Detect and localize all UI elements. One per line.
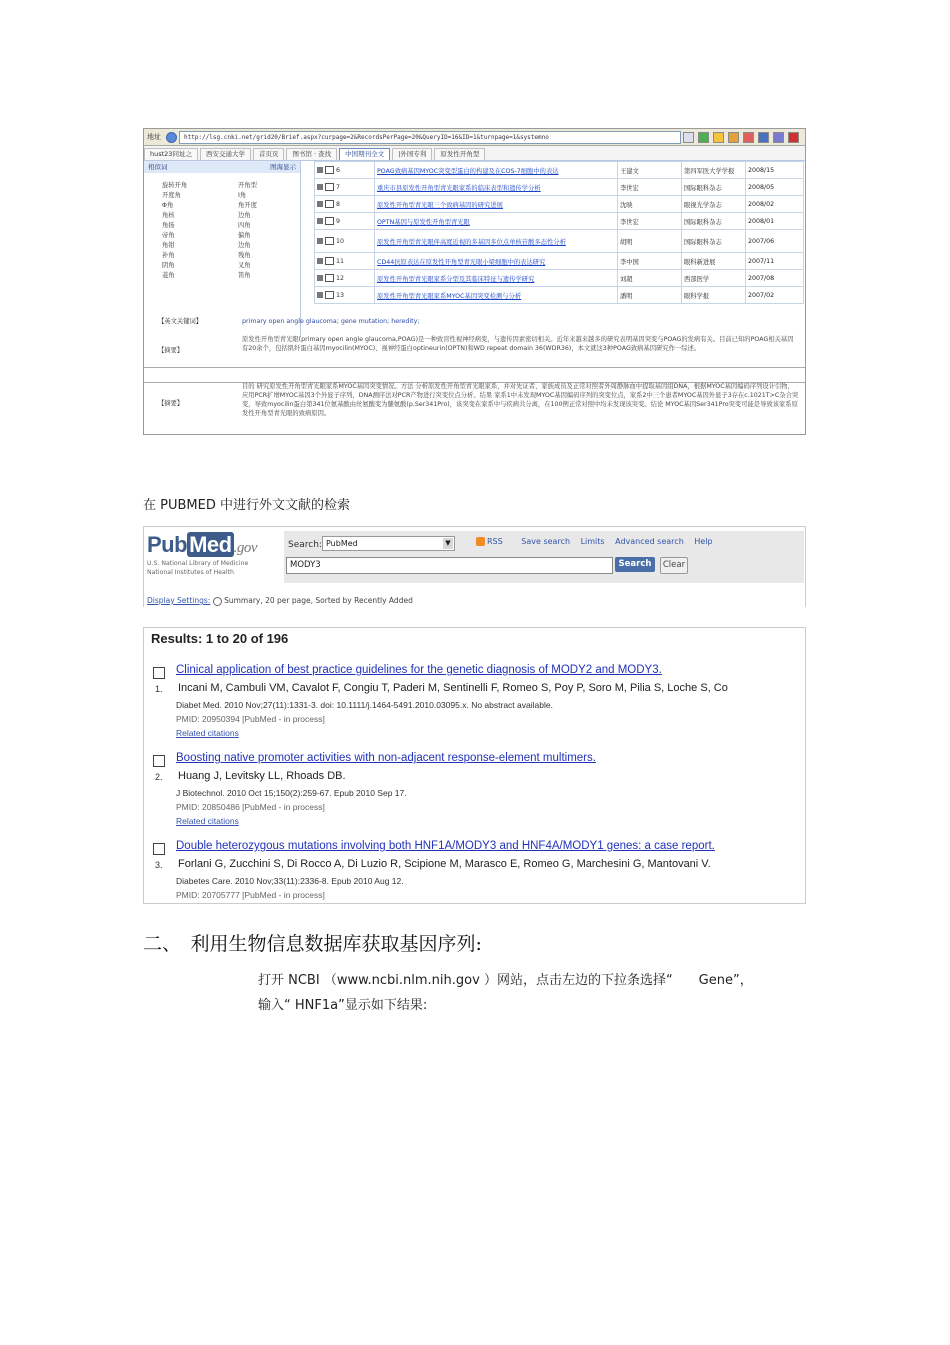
download-icon[interactable] (317, 218, 323, 224)
similar-word[interactable]: I角 (238, 192, 247, 199)
similar-word[interactable]: 偏角 (238, 232, 251, 239)
abstract-text: 原发性开角型青光眼(primary open angle glaucoma,POAG)是一种致盲性视神经病变，与遗传因素密切相关。近年来越来越多的研究表明基因突变与POAG的发病有关。目前已知的POAG相关基因有20余个，包括肌纤蛋白基因myocilin(MYOC)、视神经蛋白optineurin(OPTN)和WD repeat domain 36(WDR36)，本文就这3种POAG致病基因研究作一综述。 (242, 336, 794, 352)
search-button[interactable]: Search (615, 557, 655, 572)
result-row (315, 179, 804, 196)
similar-words-panel (144, 161, 301, 337)
toolbar-icon[interactable] (713, 132, 724, 143)
row-checkbox[interactable] (325, 183, 334, 191)
logo-gov: .gov (233, 540, 257, 556)
search-input[interactable]: MODY3 (286, 557, 613, 574)
download-icon[interactable] (317, 184, 323, 190)
result-journal[interactable]: 国际眼科杂志 (681, 230, 745, 253)
row-number: 7 (336, 184, 341, 191)
display-settings-link[interactable]: Display Settings: (147, 596, 211, 605)
en-keywords-label: 【英文关键词】 (158, 318, 203, 325)
row-checkbox[interactable] (325, 274, 334, 282)
result-row (315, 270, 804, 287)
result-date: 2007/08 (746, 270, 804, 287)
download-icon[interactable] (317, 201, 323, 207)
result-row (315, 213, 804, 230)
toolbar-icon[interactable] (743, 132, 754, 143)
result-journal[interactable]: 国际眼科杂志 (681, 213, 745, 230)
result-date: 2007/02 (746, 287, 804, 304)
result-title[interactable]: OPTN基因与原发性开角型青光眼 (374, 213, 617, 230)
tab[interactable]: hust23同址之 (144, 148, 198, 160)
result-number: 1. (155, 684, 163, 694)
save-search-link[interactable]: Save search (521, 537, 571, 546)
search-area (284, 531, 804, 583)
result-journal[interactable]: 西部医学 (681, 270, 745, 287)
similar-word[interactable]: Φ角 (162, 202, 174, 209)
row-controls (315, 179, 375, 196)
row-controls (315, 270, 375, 287)
toolbar-icon[interactable] (728, 132, 739, 143)
results-table (314, 161, 804, 304)
similar-word[interactable]: 角核 (162, 212, 175, 219)
header-left: 相似词 (148, 163, 168, 171)
download-icon[interactable] (317, 258, 323, 264)
limits-link[interactable]: Limits (580, 537, 605, 546)
result-authors: Forlani G, Zucchini S, Di Rocco A, Di Luzio R, Scipione M, Marasco E, Romeo G, Marchesini G, Mantovani V. (178, 858, 711, 870)
result-author[interactable]: 潘明 (617, 287, 681, 304)
related-citations-link[interactable]: Related citations (176, 816, 239, 826)
result-row (315, 253, 804, 270)
row-controls (315, 230, 375, 253)
row-controls (315, 253, 375, 270)
similar-word[interactable]: 四角 (238, 222, 251, 229)
similar-word[interactable]: 开度角 (162, 192, 181, 199)
rss-link[interactable] (476, 537, 511, 546)
advanced-search-link[interactable]: Advanced search (615, 537, 684, 546)
result-journal[interactable]: 第四军医大学学报 (681, 162, 745, 179)
clear-button[interactable]: Clear (660, 557, 688, 574)
result-row (315, 196, 804, 213)
result-author[interactable]: 刘超 (617, 270, 681, 287)
result-date: 2007/06 (746, 230, 804, 253)
tab-active[interactable]: 中国期刊全文 (339, 148, 390, 160)
tab[interactable]: 原发性开角型 (434, 148, 485, 160)
result-number: 2. (155, 772, 163, 782)
row-number: 12 (336, 275, 345, 282)
similar-word[interactable]: 角钳 (162, 242, 175, 249)
expand-icon[interactable] (213, 597, 222, 606)
similar-word[interactable]: 边角 (238, 212, 251, 219)
result-date: 2007/11 (746, 253, 804, 270)
result-item (144, 804, 805, 900)
pubmed-logo[interactable] (147, 532, 257, 558)
result-journal[interactable]: 眼科学报 (681, 287, 745, 304)
result-title[interactable]: 原发性开角型青光眼伴高度近视的多基因多位点单核苷酸多态性分析 (374, 230, 617, 253)
result-author[interactable]: 李中国 (617, 253, 681, 270)
tab[interactable]: |外国专利 (392, 148, 432, 160)
address-input[interactable]: http://lsg.cnki.net/grid20/Brief.aspx?curpage=2&RecordsPerPage=20&QueryID=16&ID=1&turnpage=1&systemno (179, 131, 681, 144)
result-date: 2008/01 (746, 213, 804, 230)
result-title[interactable]: 原发性开角型青光眼三个致病基因的研究进展 (374, 196, 617, 213)
download-icon[interactable] (317, 292, 323, 298)
result-journal[interactable]: 眼视光学杂志 (681, 196, 745, 213)
tab[interactable]: 首页页 (253, 148, 285, 160)
similar-word[interactable]: 叉角 (238, 262, 251, 269)
display-settings-text: Summary, 20 per page, Sorted by Recently Added (224, 596, 413, 605)
tab[interactable]: 图书馆 · 查找 (286, 148, 337, 160)
similar-word[interactable]: 帝角 (162, 232, 175, 239)
result-title[interactable]: 重庆市县原发性开角型青光眼家系的临床表型和遗传学分析 (374, 179, 617, 196)
paragraph-line: 输入“ HNF1a”显示如下结果: (258, 998, 428, 1013)
chevron-down-icon: ▼ (443, 538, 453, 549)
result-checkbox[interactable] (153, 667, 165, 679)
result-authors: Huang J, Levitsky LL, Rhoads DB. (178, 770, 346, 782)
result-item (144, 628, 805, 738)
result-title[interactable]: CD44抗原表达在原发性开角型青光眼小梁细胞中的表达研究 (374, 253, 617, 270)
related-citations-link[interactable]: Related citations (176, 728, 239, 738)
result-row (315, 162, 804, 179)
row-controls (315, 196, 375, 213)
result-date: 2008/05 (746, 179, 804, 196)
result-title[interactable]: 原发性开角型青光眼家系MYOC基因突变检测与分析 (374, 287, 617, 304)
results-count: Results: 1 to 20 of 196 (151, 631, 289, 646)
row-number: 6 (336, 167, 341, 174)
similar-word[interactable]: 阴角 (162, 262, 175, 269)
header-right[interactable]: 图海显示 (270, 163, 296, 171)
row-checkbox[interactable] (325, 291, 334, 299)
toolbar-icon[interactable] (758, 132, 769, 143)
row-number: 13 (336, 292, 345, 299)
result-pmid: PMID: 20950394 [PubMed - in process] (176, 714, 325, 724)
result-author[interactable]: 李世宏 (617, 213, 681, 230)
logo-med: Med (189, 532, 232, 557)
row-checkbox[interactable] (325, 200, 334, 208)
result-pmid: PMID: 20705777 [PubMed - in process] (176, 890, 325, 900)
result-date: 2008/15 (746, 162, 804, 179)
pubmed-header-screenshot (143, 526, 806, 607)
result-author[interactable]: 王建文 (617, 162, 681, 179)
result-row (315, 287, 804, 304)
similar-word[interactable]: 旋转开角 (162, 182, 188, 189)
logo-pub: Pub (147, 532, 188, 557)
similar-word[interactable]: 补角 (162, 252, 175, 259)
browser-tabs (144, 146, 805, 161)
nlm-text: U.S. National Library of Medicine (147, 560, 249, 567)
abstract-label: 【摘要】 (158, 347, 184, 354)
row-checkbox[interactable] (325, 166, 334, 174)
result-title[interactable]: 原发性开角型青光眼家系分型及其临床特征与遗传学研究 (374, 270, 617, 287)
similar-word[interactable]: 菱角 (162, 272, 175, 279)
row-number: 8 (336, 201, 341, 208)
database-select[interactable] (322, 536, 455, 551)
result-pmid: PMID: 20850486 [PubMed - in process] (176, 802, 325, 812)
tab[interactable]: 西安交通大学 (200, 148, 251, 160)
row-controls (315, 287, 375, 304)
result-author[interactable]: 胡明 (617, 230, 681, 253)
similar-word[interactable]: 角扬 (162, 222, 175, 229)
download-icon[interactable] (317, 238, 323, 244)
row-controls (315, 162, 375, 179)
result-title-link[interactable]: Clinical application of best practice guidelines for the genetic diagnosis of MODY2 and MODY3. (176, 664, 662, 676)
result-author[interactable]: 沈映 (617, 196, 681, 213)
row-number: 10 (336, 238, 345, 245)
pubmed-intro: 在 PUBMED 中进行外文文献的检索 (143, 498, 350, 513)
similar-word[interactable]: 笛角 (238, 272, 251, 279)
database-select-value: PubMed (326, 539, 358, 548)
result-journal[interactable]: 国际眼科杂志 (681, 179, 745, 196)
pubmed-results-screenshot (143, 627, 806, 904)
row-number: 9 (336, 218, 341, 225)
result-source: Diabetes Care. 2010 Nov;33(11):2336-8. Epub 2010 Aug 12. (176, 876, 404, 886)
pubmed-links (476, 537, 721, 546)
similar-word[interactable]: 角开度 (238, 202, 257, 209)
row-controls (315, 213, 375, 230)
row-number: 11 (336, 258, 345, 265)
result-checkbox[interactable] (153, 755, 165, 767)
result-checkbox[interactable] (153, 843, 165, 855)
result-author[interactable]: 李世宏 (617, 179, 681, 196)
cnki-screenshot (143, 128, 806, 435)
result-item (144, 716, 805, 826)
download-icon[interactable] (317, 275, 323, 281)
abstract-text: 目的 研究原发性开角型青光眼家系MYOC基因突变情况。方法 分析原发性开角型青光眼家系，并对先证者、家族成员及正常对照者外周静脉血中提取基因组DNA，根据MYOC基因编码序列设计引物，应用PCR扩增MYOC基因3个外显子序列，DNA测序法对PCR产物进行突变位点分析。结果 家系1中未发现MYOC基因编码序列的突变位点，家系2中三个患者MYOC基因外显子3存在c.1021T>C杂合突变，导致myocilin蛋白第341位氨基酸由丝氨酸变为脯氨酸(p.Ser341Pro)，该突变在家系中与疾病共分离，在100例正常对照中均未发现该突变。结论 MYOC基因Ser341Pro突变可能是导致该家系原发性开角型青光眼的致病原因。 (242, 383, 799, 417)
nih-text: National Institutes of Health (147, 569, 234, 576)
paragraph-line: 打开 NCBI （www.ncbi.nlm.nih.gov ）网站，点击左边的下拉条选择“ Gene”， (258, 973, 753, 988)
result-title-link[interactable]: Boosting native promoter activities with non-adjacent response-element multimers. (176, 752, 596, 764)
abstract-label: 【摘要】 (158, 400, 184, 407)
rss-icon (476, 537, 485, 546)
row-checkbox[interactable] (325, 237, 334, 245)
result-authors: Incani M, Cambuli VM, Cavalot F, Congiu T, Paderi M, Sentinelli F, Romeo S, Poy P, Soro M, Pilia S, Loche S, Co (178, 682, 728, 694)
similar-words-grid (144, 173, 300, 281)
result-number: 3. (155, 860, 163, 870)
rss-link-label: RSS (487, 537, 503, 546)
toolbar-icon[interactable] (773, 132, 784, 143)
similar-words-header (144, 161, 300, 173)
result-title[interactable]: POAG致病基因MYOC突变型蛋白的构建及在COS-7细胞中的表达 (374, 162, 617, 179)
result-date: 2008/02 (746, 196, 804, 213)
download-icon[interactable] (317, 167, 323, 173)
en-keywords-row (144, 317, 805, 327)
dropdown-icon[interactable] (683, 132, 694, 143)
help-link[interactable]: Help (694, 537, 713, 546)
close-icon[interactable] (788, 132, 799, 143)
row-checkbox[interactable] (325, 217, 334, 225)
result-source: J Biotechnol. 2010 Oct 15;150(2):259-67. Epub 2010 Sep 17. (176, 788, 407, 798)
result-source: Diabet Med. 2010 Nov;27(11):1331-3. doi: 10.1111/j.1464-5491.2010.03095.x. No abstract available. (176, 700, 553, 710)
en-keywords[interactable]: primary open angle glaucoma; gene mutation; heredity; (242, 318, 420, 325)
result-row (315, 230, 804, 253)
section-heading: 二、 利用生物信息数据库获取基因序列: (143, 933, 482, 955)
similar-word[interactable]: 残角 (238, 252, 251, 259)
back-icon[interactable] (166, 132, 177, 143)
similar-word[interactable]: 边角 (238, 242, 251, 249)
result-title-link[interactable]: Double heterozygous mutations involving both HNF1A/MODY3 and HNF4A/MODY1 genes: a case report. (176, 840, 715, 852)
search-label: Search: (288, 540, 322, 550)
abstract-block-2 (144, 381, 805, 433)
go-icon[interactable] (698, 132, 709, 143)
address-label: 地址 (147, 133, 161, 141)
similar-word[interactable]: 开角型 (238, 182, 257, 189)
display-settings (147, 596, 413, 606)
address-bar (144, 129, 805, 146)
result-journal[interactable]: 眼科新进展 (681, 253, 745, 270)
row-checkbox[interactable] (325, 257, 334, 265)
